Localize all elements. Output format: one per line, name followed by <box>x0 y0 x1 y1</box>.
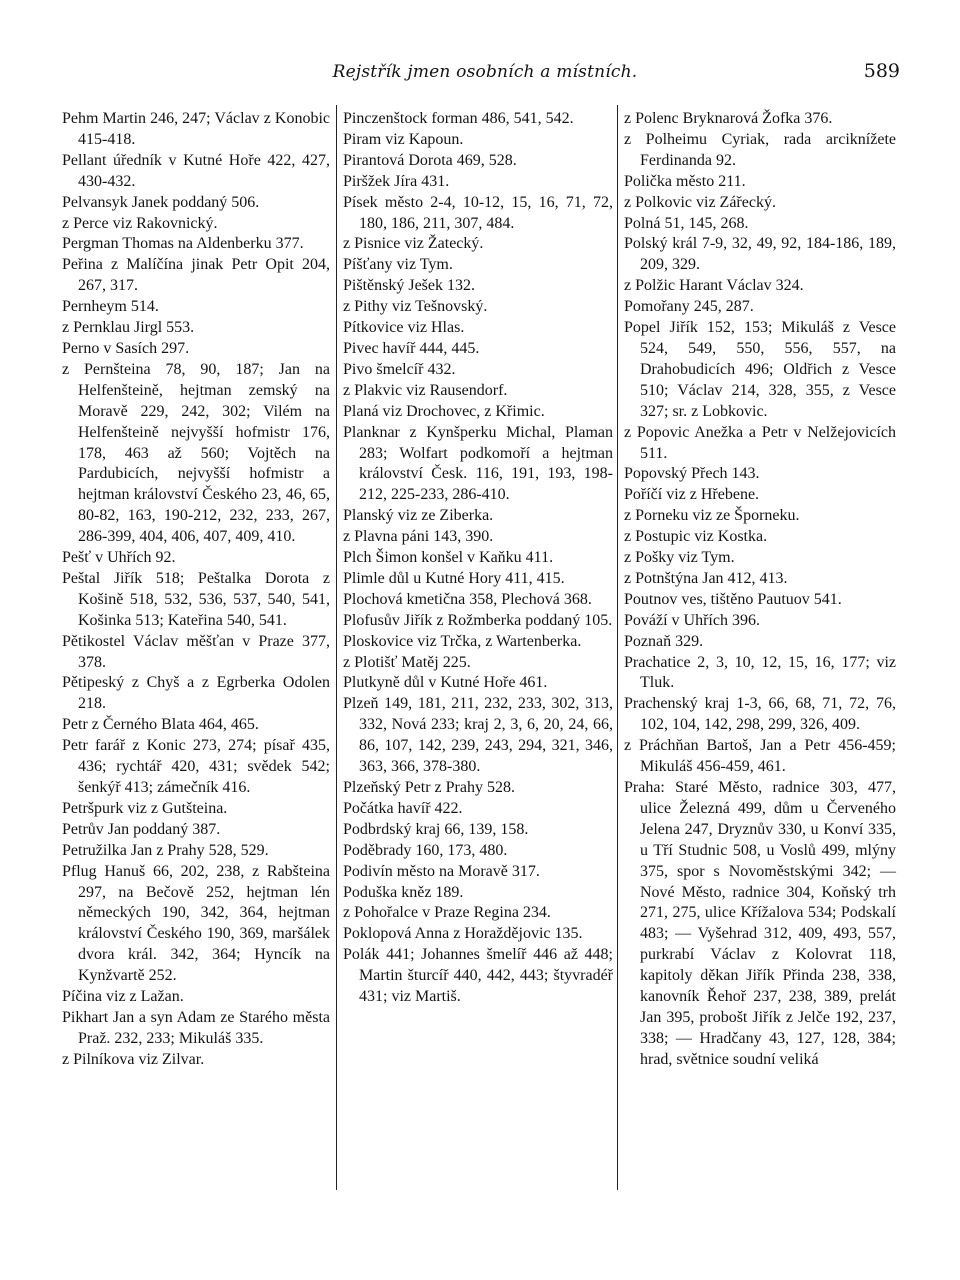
index-entry: Poříčí viz z Hřebene. <box>624 486 760 504</box>
index-entry: Pergman Thomas na Aldenberku 377. <box>62 235 304 253</box>
index-column-3 <box>624 109 896 1071</box>
index-entry: z Pohořalce v Praze Regina 234. <box>343 904 551 922</box>
index-entry: Poděbrady 160, 173, 480. <box>343 841 508 859</box>
index-entry: Pítkovice viz Hlas. <box>343 319 465 337</box>
index-entry: Počátka havíř 422. <box>343 799 463 817</box>
index-entry: Písek město 2-4, 10-12, 15, 16, 71, 72, 180, 186, 211, 307, 484. <box>343 193 613 232</box>
index-entry: Peřina z Malíčína jinak Petr Opit 204, 267, 317. <box>62 256 330 295</box>
index-entry: Prachenský kraj 1-3, 66, 68, 71, 72, 76, 102, 104, 142, 298, 299, 326, 409. <box>624 695 896 734</box>
index-entry: Pirantová Dorota 469, 528. <box>343 151 517 169</box>
index-entry: z Práchňan Bartoš, Jan a Petr 456-459; Mikuláš 456-459, 461. <box>624 737 896 776</box>
index-entry: Plimle důl u Kutné Hory 411, 415. <box>343 569 565 587</box>
index-entry: z Potnštýna Jan 412, 413. <box>624 569 788 587</box>
index-entry: z Polžic Harant Václav 324. <box>624 277 804 295</box>
index-entry: Praha: Staré Město, radnice 303, 477, ulice Železná 499, dům u Červeného Jelena 247, Dryznův 330, u Konví 335, u Tří Studnic 508, u Voslů 499, mlýny 375, spor s Novoměstskými 342; — Nové Město, radnice 304, Koňský trh 271, 275, ulice Křížalova 534; Podskalí 483; — Vyšehrad 312, 409, 493, 557, purkrabí Václav z Kolovrat 118, kapitoly děkan Jiřík Přinda 238, 338, kanovník Řehoř 237, 238, 389, prelát Jan 395, probošt Jiřík z Jelče 192, 237, 338; — Hradčany 43, 127, 128, 384; hrad, světnice soudní veliká <box>624 779 896 1068</box>
index-entry: Ploskovice viz Trčka, z Wartenberka. <box>343 632 582 650</box>
index-entry: Pelvansyk Janek poddaný 506. <box>62 193 260 211</box>
index-entry: z Plotišť Matěj 225. <box>343 653 471 671</box>
index-entry: Pernheym 514. <box>62 298 159 316</box>
index-entry: Pehm Martin 246, 247; Václav z Konobic 415-418. <box>62 110 330 148</box>
index-entry: Podbrdský kraj 66, 139, 158. <box>343 820 529 838</box>
index-entry: Poznaň 329. <box>624 632 704 650</box>
index-entry: Petr z Černého Blata 464, 465. <box>62 716 259 734</box>
index-entry: z Pithy viz Tešnovský. <box>343 298 488 316</box>
index-entry: z Pilníkova viz Zilvar. <box>62 1050 205 1068</box>
index-entry: Polák 441; Johannes šmelíř 446 až 448; Martin šturcíř 440, 442, 443; štyvradéř 431; viz Martiš. <box>343 946 613 1006</box>
index-entry: Plutkyně důl v Kutné Hoře 461. <box>343 674 548 692</box>
index-entry: Plch Šimon konšel v Kaňku 411. <box>343 549 554 567</box>
index-entry: Podivín město na Moravě 317. <box>343 862 540 880</box>
index-entry: Polička město 211. <box>624 172 746 190</box>
index-entry: Poutnov ves, tištěno Pautuov 541. <box>624 590 842 608</box>
index-entry: Peštal Jiřík 518; Peštalka Dorota z Košině 518, 532, 536, 537, 540, 541, Košinka 513; Kateřina 540, 541. <box>62 569 330 629</box>
column-divider <box>617 105 618 1190</box>
index-entry: z Pošky viz Tym. <box>624 549 735 567</box>
index-entry: Pováží v Uhřích 396. <box>624 611 760 629</box>
index-entry: Pivec havíř 444, 445. <box>343 339 480 357</box>
index-entry: Pištěnský Ješek 132. <box>343 277 475 295</box>
index-entry: Petršpurk viz z Gutšteina. <box>62 799 228 817</box>
running-header-title: Rejstřík jmen osobních a místních. <box>332 62 638 82</box>
index-entry: Pětipeský z Chyš a z Egrberka Odolen 218. <box>62 674 330 713</box>
index-entry: Polský král 7-9, 32, 49, 92, 184-186, 189, 209, 329. <box>624 235 896 274</box>
index-entry: z Perce viz Rakovnický. <box>62 214 218 232</box>
index-entry: Píšťany viz Tym. <box>343 256 453 274</box>
index-entry: Prachatice 2, 3, 10, 12, 15, 16, 177; viz Tluk. <box>624 653 896 692</box>
index-entry: Pflug Hanuš 66, 202, 238, z Rabšteina 297, na Bečově 252, hejtman lén německých 190, 342, 364, hejtman království Českého 190, 369, maršálek dvora král. 342, 364; Hyncík na Kynžvartě 252. <box>62 862 330 985</box>
index-entry: z Popovic Anežka a Petr v Nelžejovicích 511. <box>624 423 896 462</box>
index-entry: Popovský Přech 143. <box>624 465 760 483</box>
index-entry: Pomořany 245, 287. <box>624 298 754 316</box>
index-entry: Pětikostel Václav měšťan v Praze 377, 378. <box>62 632 330 671</box>
index-entry: Polná 51, 145, 268. <box>624 214 749 232</box>
index-entry: Poduška kněz 189. <box>343 883 464 901</box>
index-entry: Piršžek Jíra 431. <box>343 172 450 190</box>
index-entry: z Polkovic viz Zářecký. <box>624 193 776 211</box>
index-entry: z Polenc Bryknarová Žofka 376. <box>624 110 833 127</box>
index-entry: Plofusův Jiřík z Rožmberka poddaný 105. <box>343 611 613 629</box>
index-column-2 <box>343 109 613 1008</box>
index-entry: Poklopová Anna z Horaždějovic 135. <box>343 925 583 943</box>
index-entry: Plzeň 149, 181, 211, 232, 233, 302, 313, 332, Nová 233; kraj 2, 3, 6, 20, 24, 66, 86, 107, 142, 239, 243, 294, 321, 346, 363, 366, 378-380. <box>343 695 613 776</box>
index-entry: z Pernklau Jirgl 553. <box>62 319 195 337</box>
index-entry: z Porneku viz ze Šporneku. <box>624 507 800 525</box>
index-entry: Pikhart Jan a syn Adam ze Starého města Praž. 232, 233; Mikuláš 335. <box>62 1008 330 1047</box>
index-entry: z Plavna páni 143, 390. <box>343 528 494 546</box>
index-entry: z Polheimu Cyriak, rada arciknížete Ferdinanda 92. <box>624 130 896 169</box>
index-entry: z Plakvic viz Rausendorf. <box>343 381 508 399</box>
index-entry: Planknar z Kynšperku Michal, Plaman 283; Wolfart podkomoří a hejtman království Česk. 116, 191, 193, 198-212, 225-233, 286-410. <box>343 423 613 504</box>
index-entry: Popel Jiřík 152, 153; Mikuláš z Vesce 524, 549, 550, 556, 557, na Drahobudicích 496; Oldřich z Vesce 510; Václav 214, 328, 355, z Vesce 327; sr. z Lobkovic. <box>624 319 896 420</box>
index-entry: Pešť v Uhřích 92. <box>62 549 176 567</box>
index-entry: z Pernšteina 78, 90, 187; Jan na Helfenšteině, hejtman zemský na Moravě 229, 242, 302; Vilém na Helfenšteině nejvyšší hofmistr 176, 178, 463 až 560; Vojtěch na Pardubicích, nejvyšší hofmistr a hejtman království Českého 23, 46, 65, 80-82, 163, 190-212, 232, 233, 267, 286-399, 404, 406, 407, 409, 410. <box>62 360 330 546</box>
index-entry: Píčina viz z Lažan. <box>62 988 184 1006</box>
index-entry: Pivo šmelcíř 432. <box>343 360 456 378</box>
index-column-1 <box>62 109 330 1071</box>
index-entry: Petružilka Jan z Prahy 528, 529. <box>62 841 269 859</box>
column-divider <box>336 105 337 1190</box>
index-entry: Petrův Jan poddaný 387. <box>62 820 221 838</box>
index-entry: Pellant úředník v Kutné Hoře 422, 427, 430-432. <box>62 151 330 190</box>
index-entry: Planá viz Drochovec, z Křimic. <box>343 402 545 420</box>
page-number: 589 <box>863 60 900 82</box>
index-entry: z Postupic viz Kostka. <box>624 528 768 546</box>
index-entry: Piram viz Kapoun. <box>343 130 464 148</box>
index-entry: Petr farář z Konic 273, 274; písař 435, 436; rychtář 420, 431; svědek 542; šenkýř 413; zámečník 416. <box>62 737 330 796</box>
index-entry: z Pisnice viz Žatecký. <box>343 235 484 253</box>
index-entry: Pinczenštock forman 486, 541, 542. <box>343 110 574 127</box>
index-entry: Plochová kmetična 358, Plechová 368. <box>343 590 592 608</box>
index-entry: Plzeňský Petr z Prahy 528. <box>343 779 515 796</box>
index-entry: Planský viz ze Ziberka. <box>343 507 494 525</box>
index-entry: Perno v Sasích 297. <box>62 339 190 357</box>
